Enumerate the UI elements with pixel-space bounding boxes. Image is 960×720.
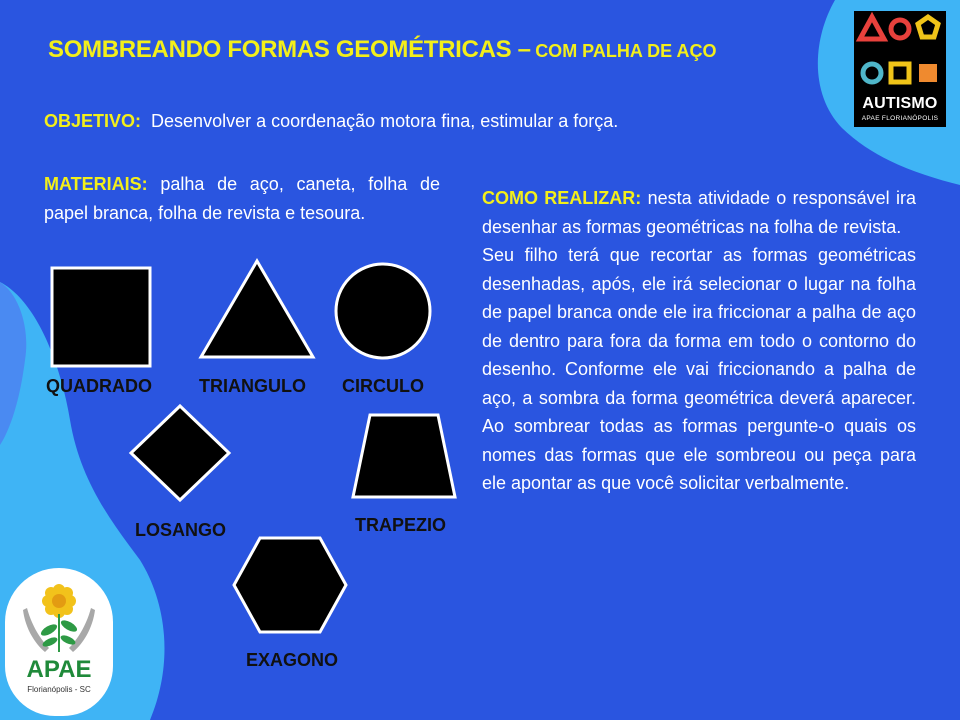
diamond-shape [128,403,232,503]
objetivo-paragraph [44,107,618,136]
title-main: SOMBREANDO FORMAS GEOMÉTRICAS – [48,36,531,63]
materiais-paragraph [44,170,440,227]
title-sub: COM PALHA DE AÇO [535,41,717,61]
autismo-logo-sub: APAE FLORIANÓPOLIS [861,115,939,122]
como-realizar-label: COMO REALIZAR: [482,188,642,208]
materiais-text: palha de aço, caneta, folha de papel branca, folha de revista e tesoura. [44,174,440,223]
autismo-shapes-icon [854,11,946,95]
page-title [48,36,717,64]
materiais-label: MATERIAIS: [44,174,148,194]
como-realizar-text-1: nesta atividade o responsável ira desenhar as formas geométricas na folha de revista. [482,188,916,237]
circle-shape [333,261,433,361]
label-losango: LOSANGO [135,520,227,540]
autismo-logo [854,11,946,127]
objetivo-label: OBJETIVO: [44,111,142,131]
objetivo-text: Desenvolver a coordenação motora fina, estimular a força. [151,111,619,131]
label-triangulo: TRIANGULO [199,376,306,396]
como-realizar-text-2: Seu filho terá que recortar as formas geométricas desenhadas, após, ele irá selecionar o lugar na folha de papel branca onde ele ira friccionar a palha de aço de dentro para fora da forma em todo o contorno do desenho. Conforme ele vai friccionando a palha de aço, a sombra da forma geométrica deverá aparecer. Ao sombrear todas as formas pergunte-o quais os nomes das formas que ele sombreou ou peça para ele apontar as que você solicitar verbalmente. [482,245,916,493]
label-circulo: CIRCULO [342,376,424,396]
label-trapezio: TRAPEZIO [355,515,447,535]
label-exagono: EXAGONO [246,650,339,670]
hexagon-shape [231,535,349,635]
autismo-logo-word: AUTISMO [862,95,938,112]
apae-logo-word: APAE [26,656,92,683]
apae-logo [5,568,113,716]
flower-hands-icon [5,568,113,658]
square-shape [50,266,152,368]
como-realizar-paragraph [482,184,916,498]
apae-logo-sub: Florianópolis - SC [27,685,91,694]
triangle-shape [198,258,316,360]
trapezoid-shape [350,412,458,500]
label-quadrado: QUADRADO [46,376,152,396]
